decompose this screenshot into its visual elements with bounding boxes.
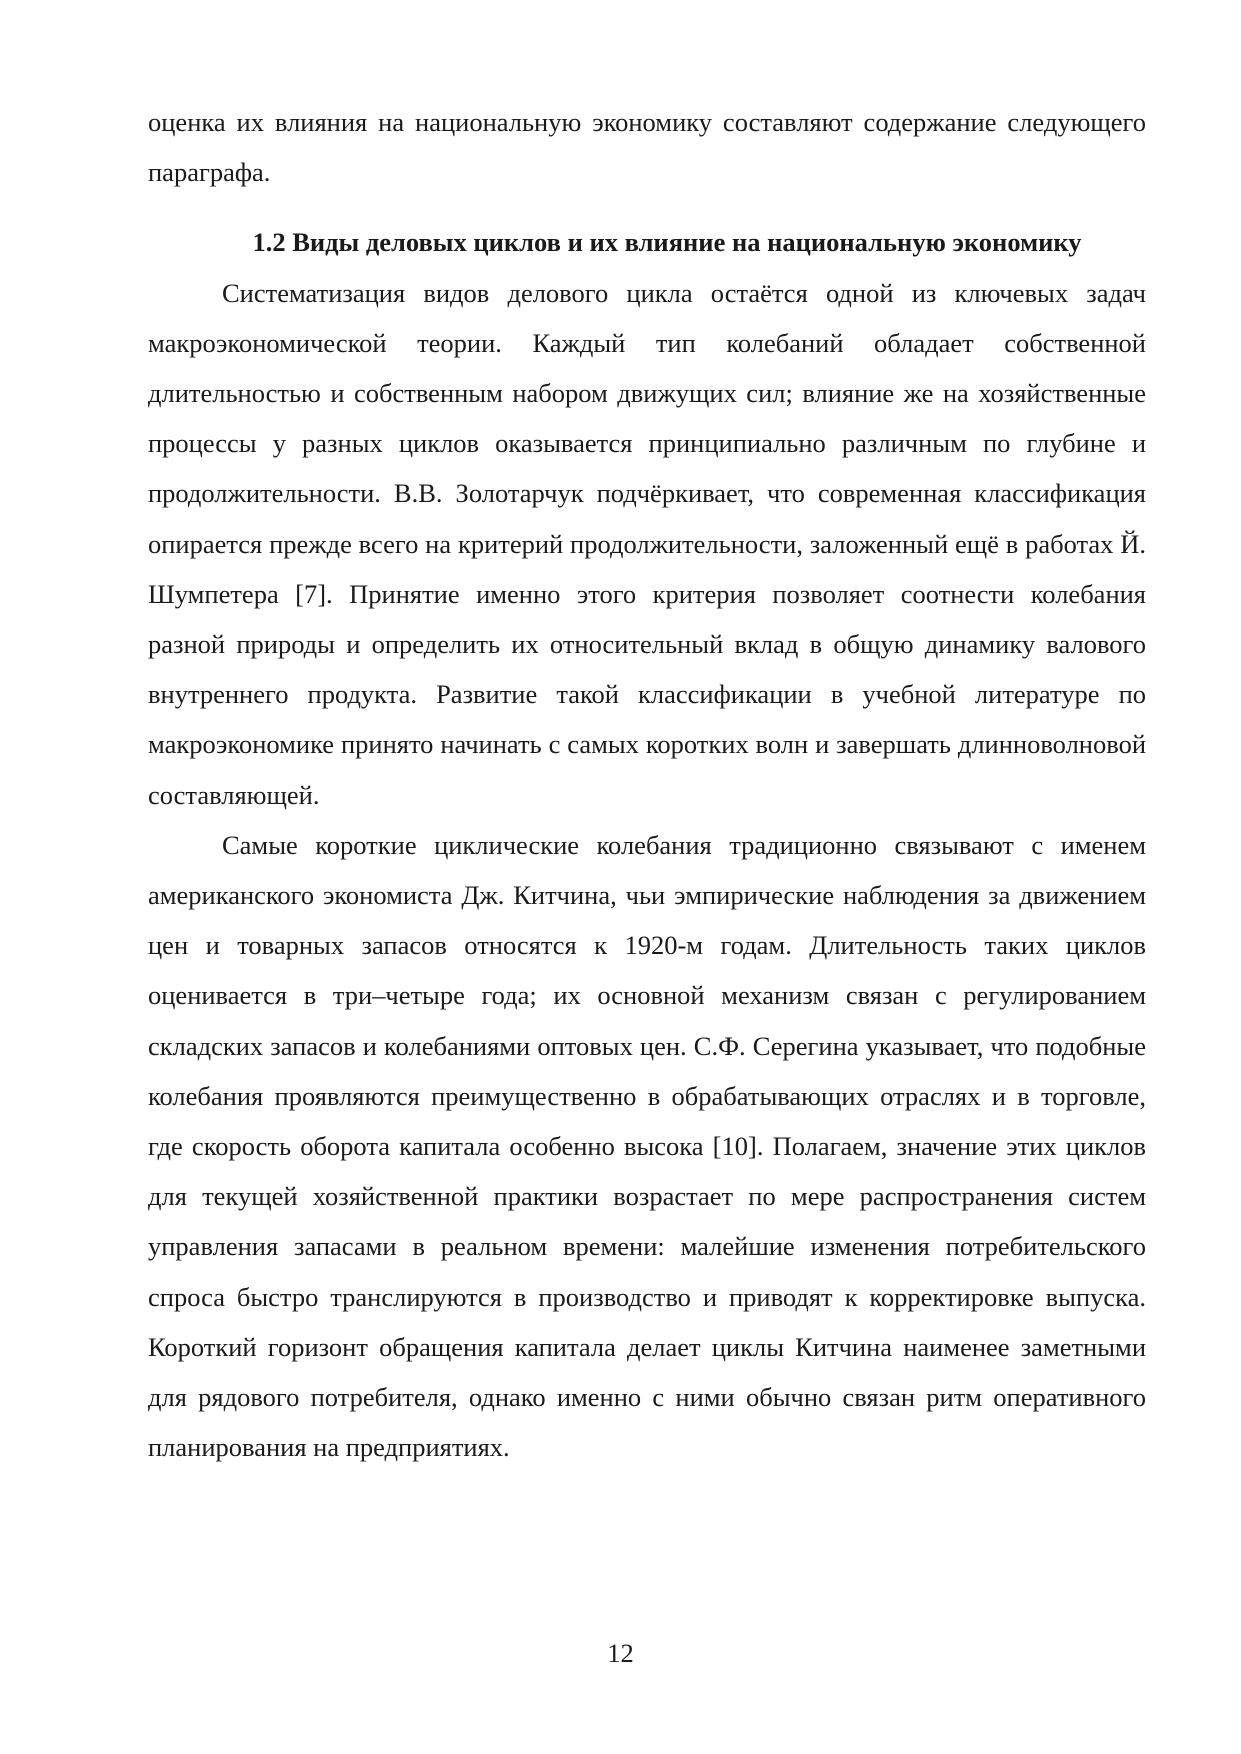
body-paragraph-2: Самые короткие циклические колебания традиционно связывают с именем американского экономиста Дж. Китчина, чьи эмпирические наблюдения за движением цен и товарных запасов относятся к 1920-м годам. Длительность таких циклов оценивается в три–четыре года; их основной механизм связан с регулированием складских запасов и колебаниями оптовых цен. С.Ф. Серегина указывает, что подобные колебания проявляются преимущественно в обрабатывающих отраслях и в торговле, где скорость оборота капитала особенно высока [10]. Полагаем, значение этих циклов для текущей хозяйственной практики возрастает по мере распространения систем управления запасами в реальном времени: малейшие изменения потребительского спроса быстро транслируются в производство и приводят к корректировке выпуска. Короткий горизонт обращения капитала делает циклы Китчина наименее заметными для рядового потребителя, однако именно с ними обычно связан ритм оперативного планирования на предприятиях. [148,829,1146,1463]
page-number: 12 [607,1638,634,1668]
section-heading: 1.2 Виды деловых циклов и их влияние на национальную экономику [252,227,1082,258]
document-body [148,97,1146,1472]
body-paragraph-1: Систематизация видов делового цикла остаётся одной из ключевых задач макроэкономической теории. Каждый тип колебаний обладает собственной длительностью и собственным набором движущих сил; влияние же на хозяйственные процессы у разных циклов оказывается принципиально различным по глубине и продолжительности. В.В. Золотарчук подчёркивает, что современная классификация опирается прежде всего на критерий продолжительности, заложенный ещё в работах Й. Шумпетера [7]. Принятие именно этого критерия позволяет соотнести колебания разной природы и определить их относительный вклад в общую динамику валового внутреннего продукта. Развитие такой классификации в учебной литературе по макроэкономике принято начинать с самых коротких волн и завершать длинноволновой составляющей. [148,277,1146,810]
section-gap [148,197,1146,217]
continuation-paragraph: оценка их влияния на национальную экономику составляют содержание следующего параграфа. [148,107,1146,188]
